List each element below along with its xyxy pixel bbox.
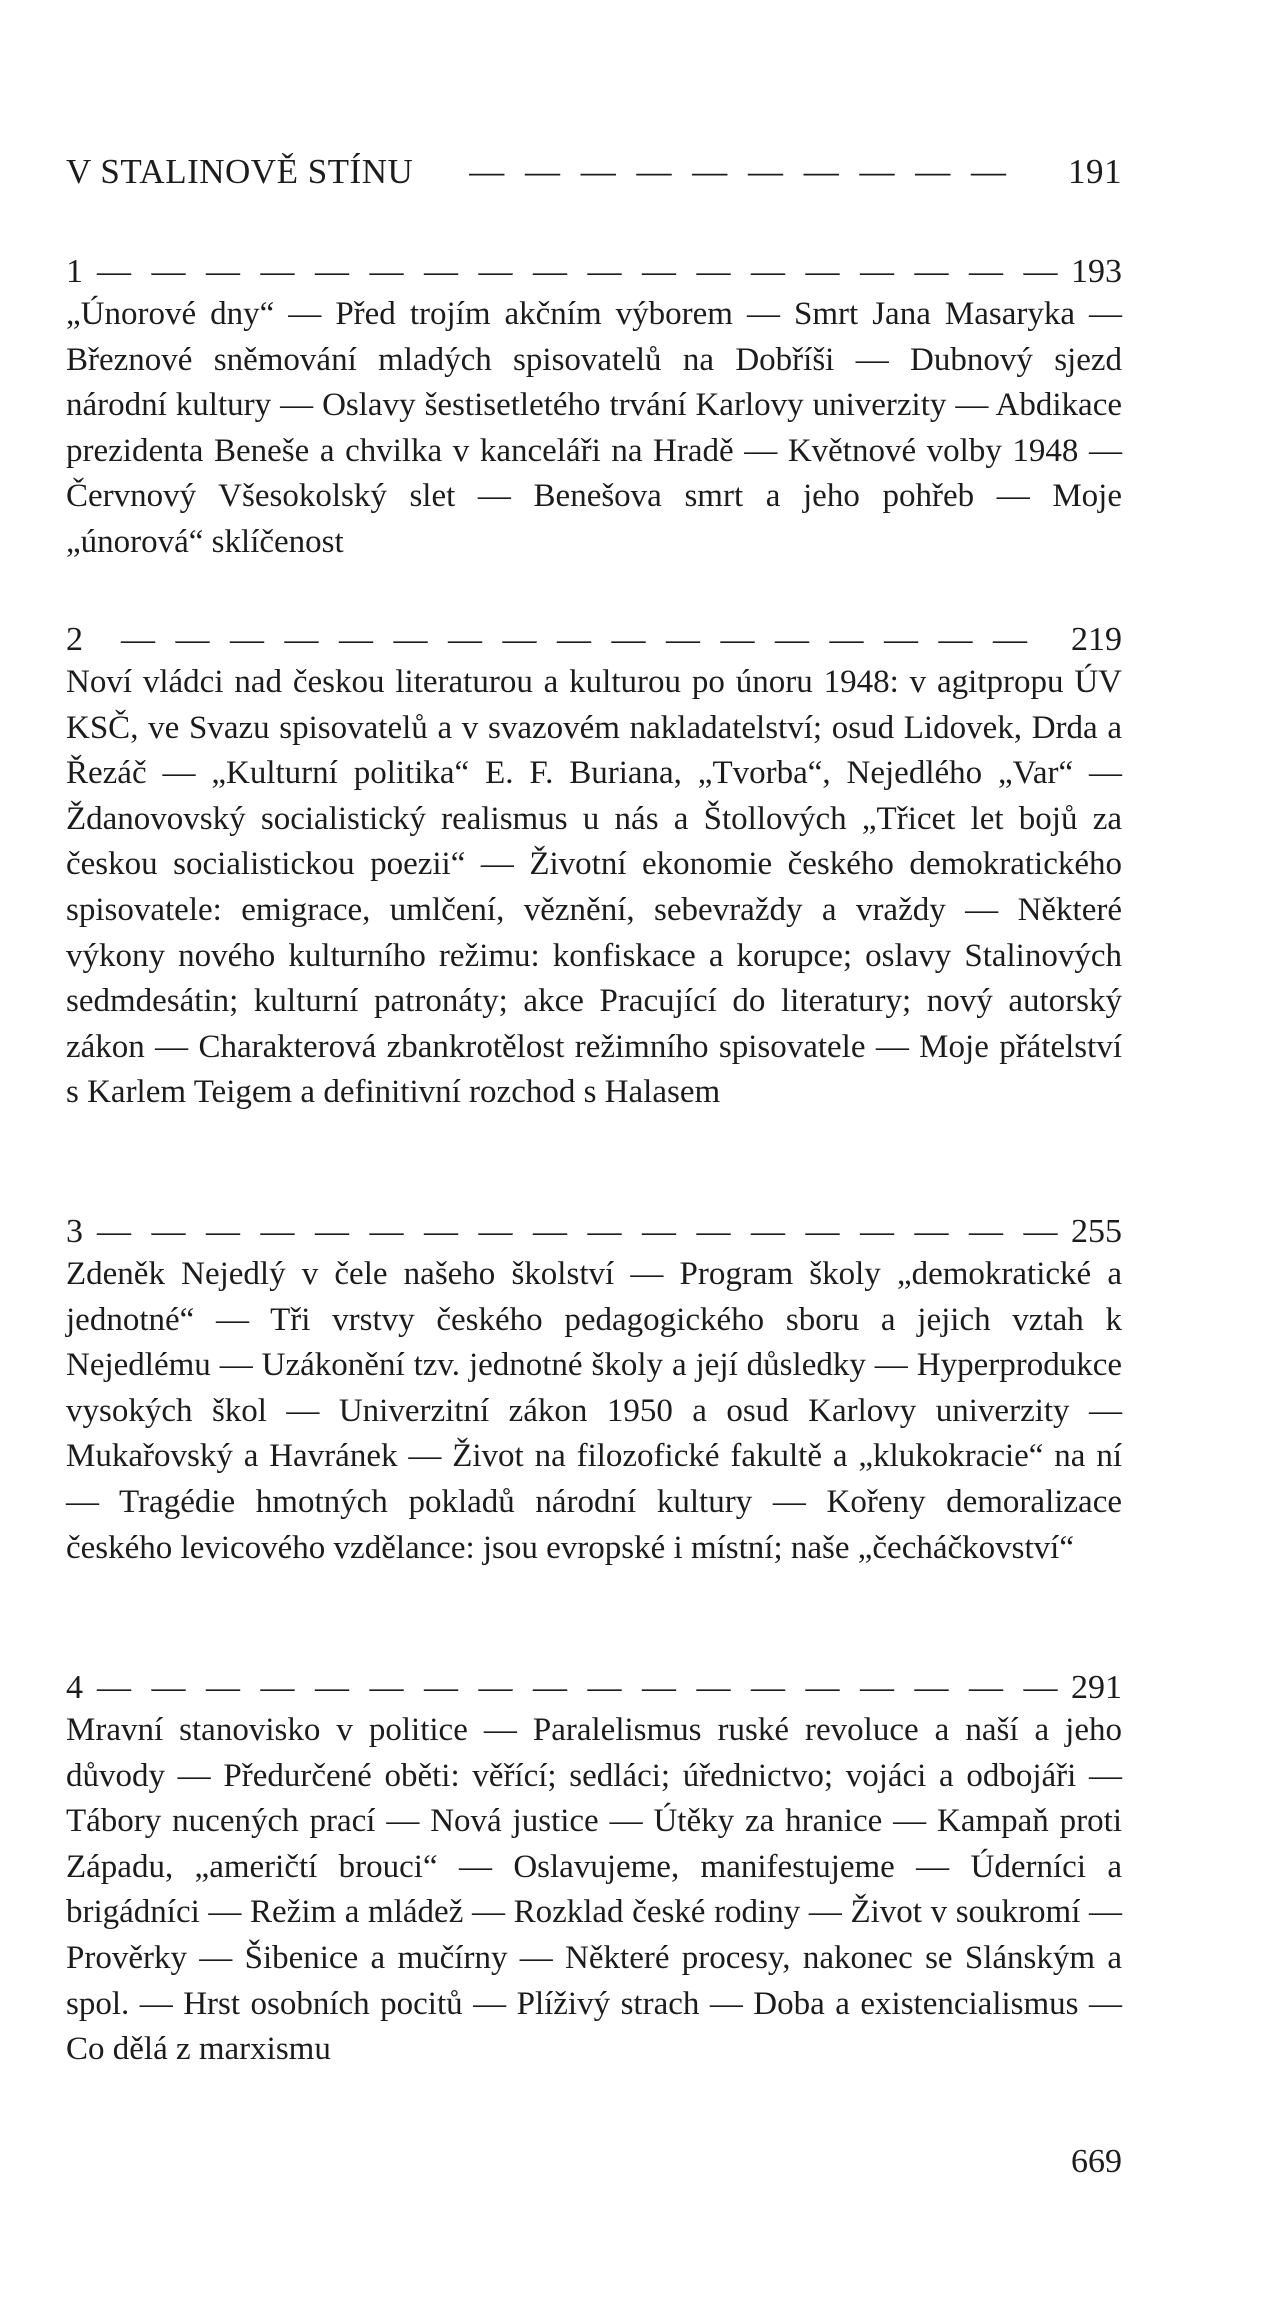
chapter-number: 3 xyxy=(66,1213,83,1250)
chapter-number: 2 xyxy=(66,621,83,658)
chapter-page-number: 193 xyxy=(1071,253,1122,290)
part-title: V STALINOVĚ STÍNU xyxy=(66,152,414,191)
chapter-heading xyxy=(66,252,1122,292)
chapter-summary: Zdeněk Nejedlý v čele našeho školství — Program školy „demokratické a jednotné“ — Tři vrstvy českého pedagogického sboru a jejich vztah k Nejedlému — Uzákonění tzv. jednotné školy a její důsledky — Hyperprodukce vysokých škol — Univerzitní zákon 1950 a osud Karlovy univerzity — Mukařovský a Havránek — Život na filozofické fakultě a „klukokracie“ na ní — Tragédie hmotných pokladů národní kultury — Kořeny demoralizace českého levicového vzdělance: jsou evropské i místní; naše „čecháčkovství“ xyxy=(66,1256,1122,1566)
folio-page-number: 669 xyxy=(1071,2143,1122,2180)
chapter-number: 1 xyxy=(66,253,83,290)
chapter-heading xyxy=(66,1668,1122,1708)
chapter-summary: Mravní stanovisko v politice — Paralelismus ruské revoluce a naší a jeho důvody — Předurčené oběti: věřící; sedláci; úřednictvo; vojáci a odbojáři — Tábory nucených prací — Nová justice — Útěky za hranice — Kampaň proti Západu, „američtí brouci“ — Oslavujeme, manifestujeme — Úderníci a brigádníci — Režim a mládež — Rozklad české rodiny — Život v soukromí — Prověrky — Šibenice a mučírny — Některé procesy, nakonec se Slánským a spol. — Hrst osobních pocitů — Plíživý strach — Doba a existencialismus — Co dělá z marxismu xyxy=(66,1712,1122,2068)
chapter-heading xyxy=(66,620,1122,660)
part-heading xyxy=(66,150,1122,194)
part-page-number: 191 xyxy=(1068,152,1122,191)
leader-dashes: — — — — — — — — — — xyxy=(469,152,1012,191)
leader-dashes: — — — — — — — — — — — — — — — — — xyxy=(121,621,1033,658)
leader-dashes: — — — — — — — — — — — — — — — — — — xyxy=(97,1669,1064,1706)
leader-dashes: — — — — — — — — — — — — — — — — — — xyxy=(97,1213,1064,1250)
chapter-summary: „Únorové dny“ — Před trojím akčním výborem — Smrt Jana Masaryka — Březnové sněmování mladých spisovatelů na Dobříši — Dubnový sjezd národní kultury — Oslavy šestisetletého trvání Karlovy univerzity — Abdikace prezidenta Beneše a chvilka v kanceláři na Hradě — Květnové volby 1948 — Červnový Všesokolský slet — Benešova smrt a jeho pohřeb — Moje „únorová“ sklíčenost xyxy=(66,296,1122,560)
chapter-page-number: 255 xyxy=(1071,1213,1122,1250)
chapter-entry-1 xyxy=(66,252,1122,566)
chapter-heading xyxy=(66,1212,1122,1252)
chapter-entry-3 xyxy=(66,1212,1122,1571)
chapter-page-number: 219 xyxy=(1071,621,1122,658)
leader-dashes: — — — — — — — — — — — — — — — — — — xyxy=(97,253,1064,290)
chapter-page-number: 291 xyxy=(1071,1669,1122,1706)
chapter-number: 4 xyxy=(66,1669,83,1706)
chapter-entry-2 xyxy=(66,620,1122,1116)
chapter-entry-4 xyxy=(66,1668,1122,2073)
chapter-summary: Noví vládci nad českou literaturou a kulturou po únoru 1948: v agitpropu ÚV KSČ, ve Svazu spisovatelů a v svazovém nakladatelství; osud Lidovek, Drda a Řezáč — „Kulturní politika“ E. F. Buriana, „Tvorba“, Nejedlého „Var“ — Ždanovovský socialistický realismus u nás a Štollových „Třicet let bojů za českou socialistickou poezii“ — Životní ekonomie českého demokratického spisovatele: emigrace, umlčení, věznění, sebevraždy a vraždy — Některé výkony nového kulturního režimu: konfiskace a korupce; oslavy Stalinových sedmdesátin; kulturní patronáty; akce Pracující do literatury; nový autorský zákon — Charakterová zbankrotělost režimního spisovatele — Moje přátelství s Karlem Teigem a definitivní rozchod s Halasem xyxy=(66,664,1122,1111)
